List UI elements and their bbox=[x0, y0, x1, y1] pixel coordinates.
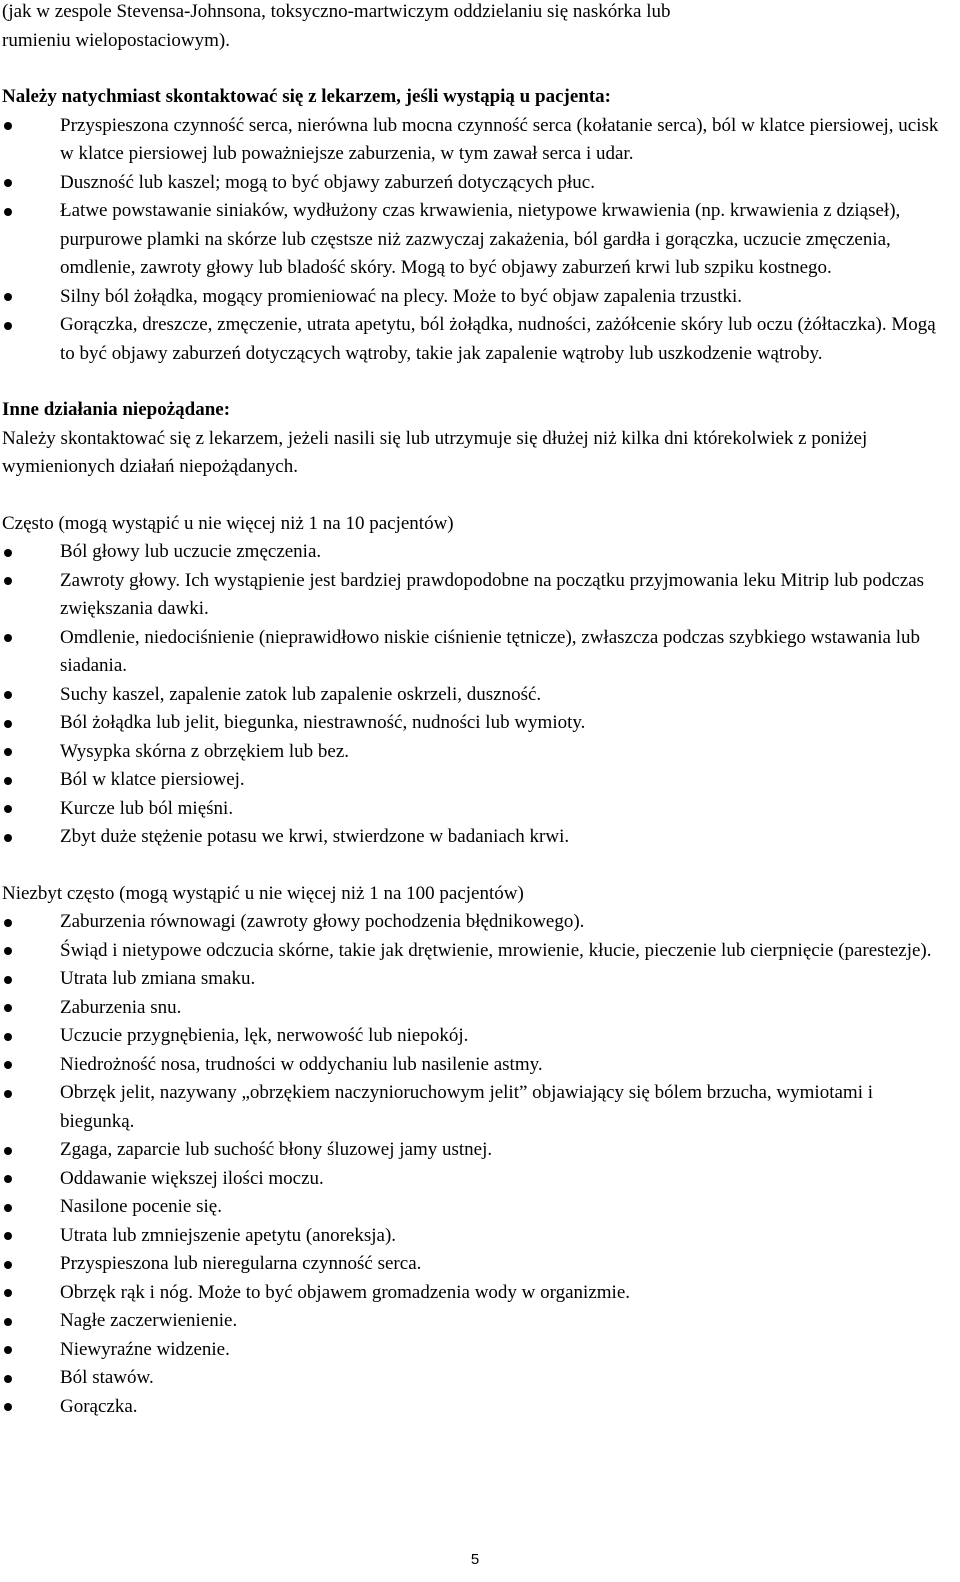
list-item bbox=[2, 538, 952, 567]
list-item bbox=[2, 937, 952, 966]
list-item-text: Niewyraźne widzenie. bbox=[60, 1338, 230, 1360]
bullet-icon bbox=[4, 293, 12, 301]
document-page bbox=[2, 0, 952, 1421]
bullet-icon bbox=[4, 1004, 12, 1012]
spacer bbox=[2, 368, 952, 396]
common-list bbox=[2, 538, 952, 852]
list-item bbox=[2, 994, 952, 1023]
list-item-text: Ból głowy lub uczucie zmęczenia. bbox=[60, 541, 322, 562]
list-item bbox=[2, 766, 952, 795]
bullet-icon bbox=[4, 1261, 12, 1269]
list-item bbox=[2, 1051, 952, 1080]
bullet-icon bbox=[4, 1375, 12, 1383]
list-item-text: Ból żołądka lub jelit, biegunka, niestrawność, nudności lub wymioty. bbox=[60, 712, 586, 733]
list-item-text: Przyspieszona czynność serca, nierówna lub mocna czynność serca (kołatanie serca), ból w klatce piersiowej, ucisk w klatce piersiowej lub poważniejsze zaburzenia, w tym zawał serca i udar. bbox=[60, 114, 939, 164]
bullet-icon bbox=[4, 179, 12, 187]
bullet-icon bbox=[4, 1033, 12, 1041]
list-item bbox=[2, 1364, 952, 1393]
bullet-icon bbox=[4, 549, 12, 557]
bullet-icon bbox=[4, 834, 12, 842]
intro-line-1: (jak w zespole Stevensa-Johnsona, toksyczno-martwiczym oddzielaniu się naskórka lub bbox=[2, 1, 671, 22]
list-item-text: Omdlenie, niedociśnienie (nieprawidłowo niskie ciśnienie tętnicze), zwłaszcza podczas szybkiego wstawania lub siadania. bbox=[60, 626, 920, 676]
list-item-text: Wysypka skórna z obrzękiem lub bez. bbox=[60, 740, 350, 762]
bullet-icon bbox=[4, 748, 12, 756]
list-item-text: Gorączka. bbox=[60, 1395, 138, 1417]
list-item-text: Silny ból żołądka, mogący promieniować na plecy. Może to być objaw zapalenia trzustki. bbox=[60, 285, 743, 307]
list-item bbox=[2, 738, 952, 767]
list-item bbox=[2, 908, 952, 937]
bullet-icon bbox=[4, 1061, 12, 1069]
list-item bbox=[2, 1250, 952, 1279]
common-heading: Często (mogą wystąpić u nie więcej niż 1 na 10 pacjentów) bbox=[2, 512, 454, 534]
urgent-heading: Należy natychmiast skontaktować się z lekarzem, jeśli wystąpią u pacjenta: bbox=[2, 86, 611, 107]
bullet-icon bbox=[4, 1147, 12, 1155]
list-item bbox=[2, 1193, 952, 1222]
page-number: 5 bbox=[470, 1551, 480, 1568]
list-item-text: Oddawanie większej ilości moczu. bbox=[60, 1167, 324, 1189]
list-item-text: Utrata lub zmniejszenie apetytu (anoreksja). bbox=[60, 1224, 397, 1246]
list-item bbox=[2, 823, 952, 852]
uncommon-list bbox=[2, 908, 952, 1421]
bullet-icon bbox=[4, 1175, 12, 1183]
list-item bbox=[2, 1222, 952, 1251]
list-item bbox=[2, 1279, 952, 1308]
bullet-icon bbox=[4, 634, 12, 642]
list-item-text: Utrata lub zmiana smaku. bbox=[60, 968, 256, 989]
bullet-icon bbox=[4, 208, 12, 216]
spacer bbox=[2, 55, 952, 83]
list-item bbox=[2, 1336, 952, 1365]
bullet-icon bbox=[4, 1346, 12, 1354]
bullet-icon bbox=[4, 1204, 12, 1212]
bullet-icon bbox=[4, 1289, 12, 1297]
list-item bbox=[2, 1307, 952, 1336]
list-item-text: Niedrożność nosa, trudności w oddychaniu lub nasilenie astmy. bbox=[60, 1053, 543, 1075]
urgent-list bbox=[2, 112, 952, 369]
list-item bbox=[2, 1165, 952, 1194]
list-item-text: Duszność lub kaszel; mogą to być objawy zaburzeń dotyczących płuc. bbox=[60, 171, 595, 193]
list-item-text: Zaburzenia równowagi (zawroty głowy pochodzenia błędnikowego). bbox=[60, 911, 585, 932]
other-text: Należy skontaktować się z lekarzem, jeżeli nasili się lub utrzymuje się dłużej niż kilka dni którekolwiek z poniżej wymienionych działań niepożądanych. bbox=[2, 427, 868, 477]
list-item bbox=[2, 169, 952, 198]
bullet-icon bbox=[4, 777, 12, 785]
list-item bbox=[2, 283, 952, 312]
list-item-text: Ból stawów. bbox=[60, 1367, 154, 1388]
list-item bbox=[2, 112, 952, 169]
other-heading: Inne działania niepożądane: bbox=[2, 399, 231, 420]
list-item-text: Nagłe zaczerwienienie. bbox=[60, 1310, 238, 1331]
list-item bbox=[2, 1393, 952, 1422]
bullet-icon bbox=[4, 1318, 12, 1326]
list-item bbox=[2, 795, 952, 824]
list-item-text: Przyspieszona lub nieregularna czynność serca. bbox=[60, 1253, 422, 1274]
list-item bbox=[2, 197, 952, 283]
list-item-text: Ból w klatce piersiowej. bbox=[60, 769, 245, 790]
bullet-icon bbox=[4, 1232, 12, 1240]
list-item-text: Kurcze lub ból mięśni. bbox=[60, 797, 234, 819]
list-item bbox=[2, 311, 952, 368]
list-item-text: Zaburzenia snu. bbox=[60, 996, 182, 1018]
list-item-text: Obrzęk jelit, nazywany „obrzękiem naczynioruchowym jelit” objawiający się bólem brzucha, wymiotami i biegunką. bbox=[60, 1082, 874, 1132]
intro-line-2: rumieniu wielopostaciowym). bbox=[2, 29, 230, 51]
bullet-icon bbox=[4, 322, 12, 330]
list-item bbox=[2, 965, 952, 994]
list-item bbox=[2, 681, 952, 710]
list-item bbox=[2, 1079, 952, 1136]
list-item-text: Zgaga, zaparcie lub suchość błony śluzowej jamy ustnej. bbox=[60, 1139, 493, 1160]
bullet-icon bbox=[4, 720, 12, 728]
list-item-text: Świąd i nietypowe odczucia skórne, takie jak drętwienie, mrowienie, kłucie, pieczenie lub cierpnięcie (parestezje). bbox=[60, 939, 932, 961]
list-item bbox=[2, 567, 952, 624]
bullet-icon bbox=[4, 919, 12, 927]
bullet-icon bbox=[4, 122, 12, 130]
bullet-icon bbox=[4, 1403, 12, 1411]
list-item-text: Suchy kaszel, zapalenie zatok lub zapalenie oskrzeli, duszność. bbox=[60, 683, 542, 705]
list-item-text: Zbyt duże stężenie potasu we krwi, stwierdzone w badaniach krwi. bbox=[60, 826, 570, 847]
spacer bbox=[2, 852, 952, 880]
uncommon-heading: Niezbyt często (mogą wystąpić u nie więcej niż 1 na 100 pacjentów) bbox=[2, 882, 524, 904]
bullet-icon bbox=[4, 1090, 12, 1098]
bullet-icon bbox=[4, 805, 12, 813]
list-item-text: Gorączka, dreszcze, zmęczenie, utrata apetytu, ból żołądka, nudności, zażółcenie skóry lub oczu (żółtaczka). Mogą to być objawy zaburzeń dotyczących wątroby, takie jak zapalenie wątroby lub uszkodzenie wątroby. bbox=[60, 314, 936, 364]
list-item bbox=[2, 624, 952, 681]
bullet-icon bbox=[4, 577, 12, 585]
bullet-icon bbox=[4, 691, 12, 699]
list-item-text: Nasilone pocenie się. bbox=[60, 1196, 222, 1217]
spacer bbox=[2, 482, 952, 510]
list-item-text: Zawroty głowy. Ich wystąpienie jest bardziej prawdopodobne na początku przyjmowania leku Mitrip lub podczas zwiększania dawki. bbox=[60, 569, 925, 619]
bullet-icon bbox=[4, 976, 12, 984]
list-item bbox=[2, 1136, 952, 1165]
list-item bbox=[2, 1022, 952, 1051]
list-item bbox=[2, 709, 952, 738]
list-item-text: Obrzęk rąk i nóg. Może to być objawem gromadzenia wody w organizmie. bbox=[60, 1281, 630, 1303]
list-item-text: Uczucie przygnębienia, lęk, nerwowość lub niepokój. bbox=[60, 1025, 469, 1046]
bullet-icon bbox=[4, 947, 12, 955]
list-item-text: Łatwe powstawanie siniaków, wydłużony czas krwawienia, nietypowe krwawienia (np. krwawienia z dziąseł), purpurowe plamki na skórze lub częstsze niż zazwyczaj zakażenia, ból gardła i gorączka, uczucie zmęczenia, omdlenie, zawroty głowy lub bladość skóry. Mogą to być objawy zaburzeń krwi lub szpiku kostnego. bbox=[60, 200, 901, 278]
